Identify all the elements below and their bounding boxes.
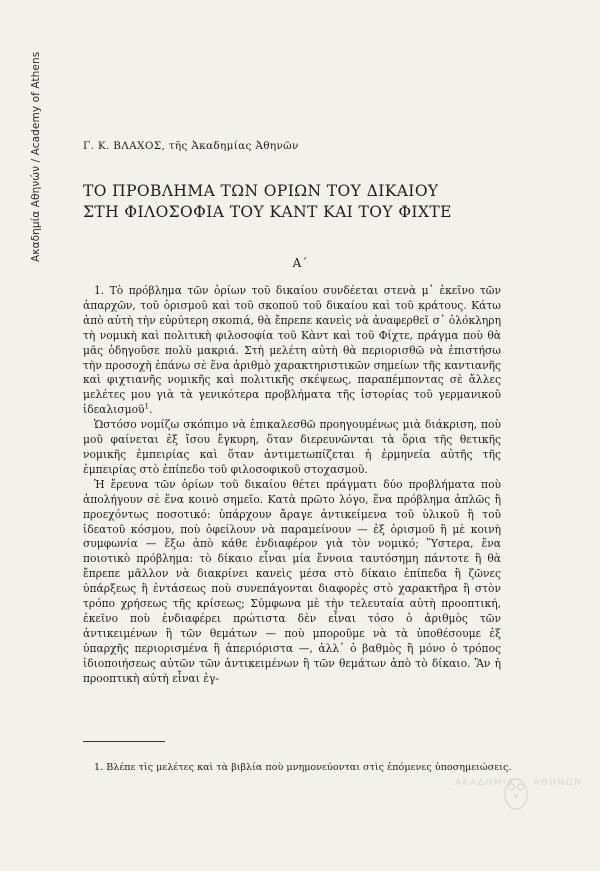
title-line-2: ΣΤΗ ΦΙΛΟΣΟΦΙΑ ΤΟΥ ΚΑΝΤ ΚΑΙ ΤΟΥ ΦΙΧΤΕ — [83, 203, 452, 221]
paragraph-1: 1. Τὸ πρόβλημα τῶν ὁρίων τοῦ δικαίου συνδέεται στενὰ μ᾿ ἐκεῖνο τῶν ἀπαρχῶν, τοῦ ὁρισμοῦ καὶ τοῦ σκοποῦ τοῦ δικαίου καὶ τοῦ κράτους. Κάτω ἀπὸ αὐτὴ τὴν εὐρύτερη σκοπιά, θὰ ἔπρεπε κανεὶς νὰ ἀναφερθεῖ σ᾿ ὁλόκληρη τὴ νομικὴ καὶ πολιτικὴ φιλοσοφία τοῦ Κὰντ καὶ τοῦ Φίχτε, πράγμα ποὺ θὰ μᾶς ὁδηγοῦσε πολὺ μακριά. Στὴ μελέτη αὐτὴ θὰ περιορισθῶ νὰ ἐπιστήσω τὴν προσοχὴ ἐπάνω σὲ ἕνα ἀριθμὸ χαρακτηριστικῶν σημείων τῆς καντιανῆς καὶ φιχτιανῆς νομικῆς καὶ πολιτικῆς σκέψεως, παραπέμποντας σὲ ἄλλες μελέτες μου γιὰ τὰ γενικότερα προβλήματα τῆς ἱστορίας τοῦ γερμανικοῦ ἰδεαλισμοῦ$^1$. — [83, 284, 501, 417]
footnote-reference[interactable]: 1 — [144, 402, 149, 411]
watermark-left-text: ΑΚΑΔΗΜΙΑ — [455, 778, 515, 788]
sidebar-label-text: Ακαδημία Αθηνών / Academy of Athens — [30, 51, 42, 262]
watermark-right-text: ΑΘΗΝΩΝ — [533, 778, 583, 788]
footnote-divider — [83, 741, 165, 742]
title-line-1: ΤΟ ΠΡΟΒΛΗΜΑ ΤΩΝ ΟΡΙΩΝ ΤΟΥ ΔΙΚΑΙΟΥ — [83, 182, 439, 200]
article-title — [83, 181, 543, 223]
owl-emblem-icon — [501, 772, 531, 812]
paragraph-1-text: 1. Τὸ πρόβλημα τῶν ὁρίων τοῦ δικαίου συνδέεται στενὰ μ᾿ ἐκεῖνο τῶν ἀπαρχῶν, τοῦ ὁρισμοῦ καὶ τοῦ σκοποῦ τοῦ δικαίου καὶ τοῦ κράτους. Κάτω ἀπὸ αὐτὴ τὴν εὐρύτερη σκοπιά, θὰ ἔπρεπε κανεὶς νὰ ἀναφερθεῖ σ᾿ ὁλόκληρη τὴ νομικὴ καὶ πολιτικὴ φιλοσοφία τοῦ Κὰντ καὶ τοῦ Φίχτε, πράγμα ποὺ θὰ μᾶς ὁδηγοῦσε πολὺ μακριά. Στὴ μελέτη αὐτὴ θὰ περιορισθῶ νὰ ἐπιστήσω τὴν προσοχὴ ἐπάνω σὲ ἕνα ἀριθμὸ χαρακτηριστικῶν σημείων τῆς καντιανῆς καὶ φιχτιανῆς νομικῆς καὶ πολιτικῆς σκέψεως, παραπέμποντας σὲ ἄλλες μελέτες μου γιὰ τὰ γενικότερα προβλήματα τῆς ἱστορίας τοῦ γερμανικοῦ ἰδεαλισμοῦ — [83, 284, 501, 417]
paragraph-2: Ὡστόσο νομίζω σκόπιμο νὰ ἐπικαλεσθῶ προηγουμένως μιὰ διάκριση, ποὺ μοῦ φαίνεται ἐξ ἴσου ἔγκυρη, ὅταν διερευνῶνται τὰ ὅρια τῆς θετικῆς νομικῆς ἐμπειρίας καὶ ὅταν ἀντιμετωπίζεται ἡ ἑρμηνεία αὐτῆς τῆς ἐμπειρίας στὸ ἐπίπεδο τοῦ φιλοσοφικοῦ στοχασμοῦ. — [83, 418, 501, 476]
footnote-text: 1. Βλέπε τὶς μελέτες καὶ τὰ βιβλία ποὺ μνημονεύονται στὶς ἑπόμενες ὑποσημειώσεις. — [94, 762, 512, 773]
paragraph-3: Ἡ ἔρευνα τῶν ὁρίων τοῦ δικαίου θέτει πράγματι δύο προβλήματα ποὺ ἀπολήγουν σὲ ἕνα κοινὸ σημεῖο. Κατὰ πρῶτο λόγο, ἕνα πρόβλημα ἁπλῶς ἢ προεχόντως ποσοτικό: ὑπάρχουν ἄραγε ἀντικείμενα τοῦ ὑλικοῦ ἢ τοῦ ἰδεατοῦ κόσμου, ποὺ ὀφείλουν νὰ παραμείνουν — ἐξ ὁρισμοῦ ἢ μὲ κοινὴ συμφωνία — ἔξω ἀπὸ κάθε ἐνδιαφέρον γιὰ τὸν νομικό; Ὕστερα, ἕνα ποιοτικὸ πρόβλημα: τὸ δίκαιο εἶναι μία ἔννοια ταυτόσημη πάντοτε ἢ θὰ ἔπρεπε μᾶλλον νὰ διακρίνει κανεὶς μέσα στὸ δίκαιο ἐπίπεδα ἢ ζῶνες ὑπάρξεως ἢ ἐντάσεως ποὺ συνεπάγονται διαφορὲς στὸ χαρακτῆρα ἢ στὸν τρόπο χρήσεως τῆς κρίσεως; Σύμφωνα μὲ τὴν τελευταία αὐτὴ προοπτική, ἐκεῖνο ποὺ ἐνδιαφέρει πρώτιστα δὲν εἶναι τόσο ὁ ἀριθμὸς τῶν ἀντικειμένων ἢ τῶν θεμάτων — ποὺ μποροῦμε νὰ τὰ ὑποθέσουμε ἐξ ὑπαρχῆς περιορισμένα ἢ ἀπεριόριστα —, ἀλλ᾿ ὁ βαθμὸς ἢ μόνο ὁ τρόπος ἰδιοποιήσεως αὐτῶν τῶν ἀντικειμένων ἢ τῶν θεμάτων ἀπὸ τὸ δίκαιο. Ἂν ἡ προοπτικὴ αὐτὴ εἶναι ἐγ- — [83, 477, 501, 685]
author-line: Γ. Κ. ΒΛΑΧΟΣ, τῆς Ἀκαδημίας Ἀθηνῶν — [83, 140, 299, 152]
academy-watermark — [455, 772, 583, 832]
section-heading: Α΄ — [292, 256, 308, 270]
body-text — [83, 284, 501, 686]
archive-sidebar-label — [30, 44, 44, 264]
